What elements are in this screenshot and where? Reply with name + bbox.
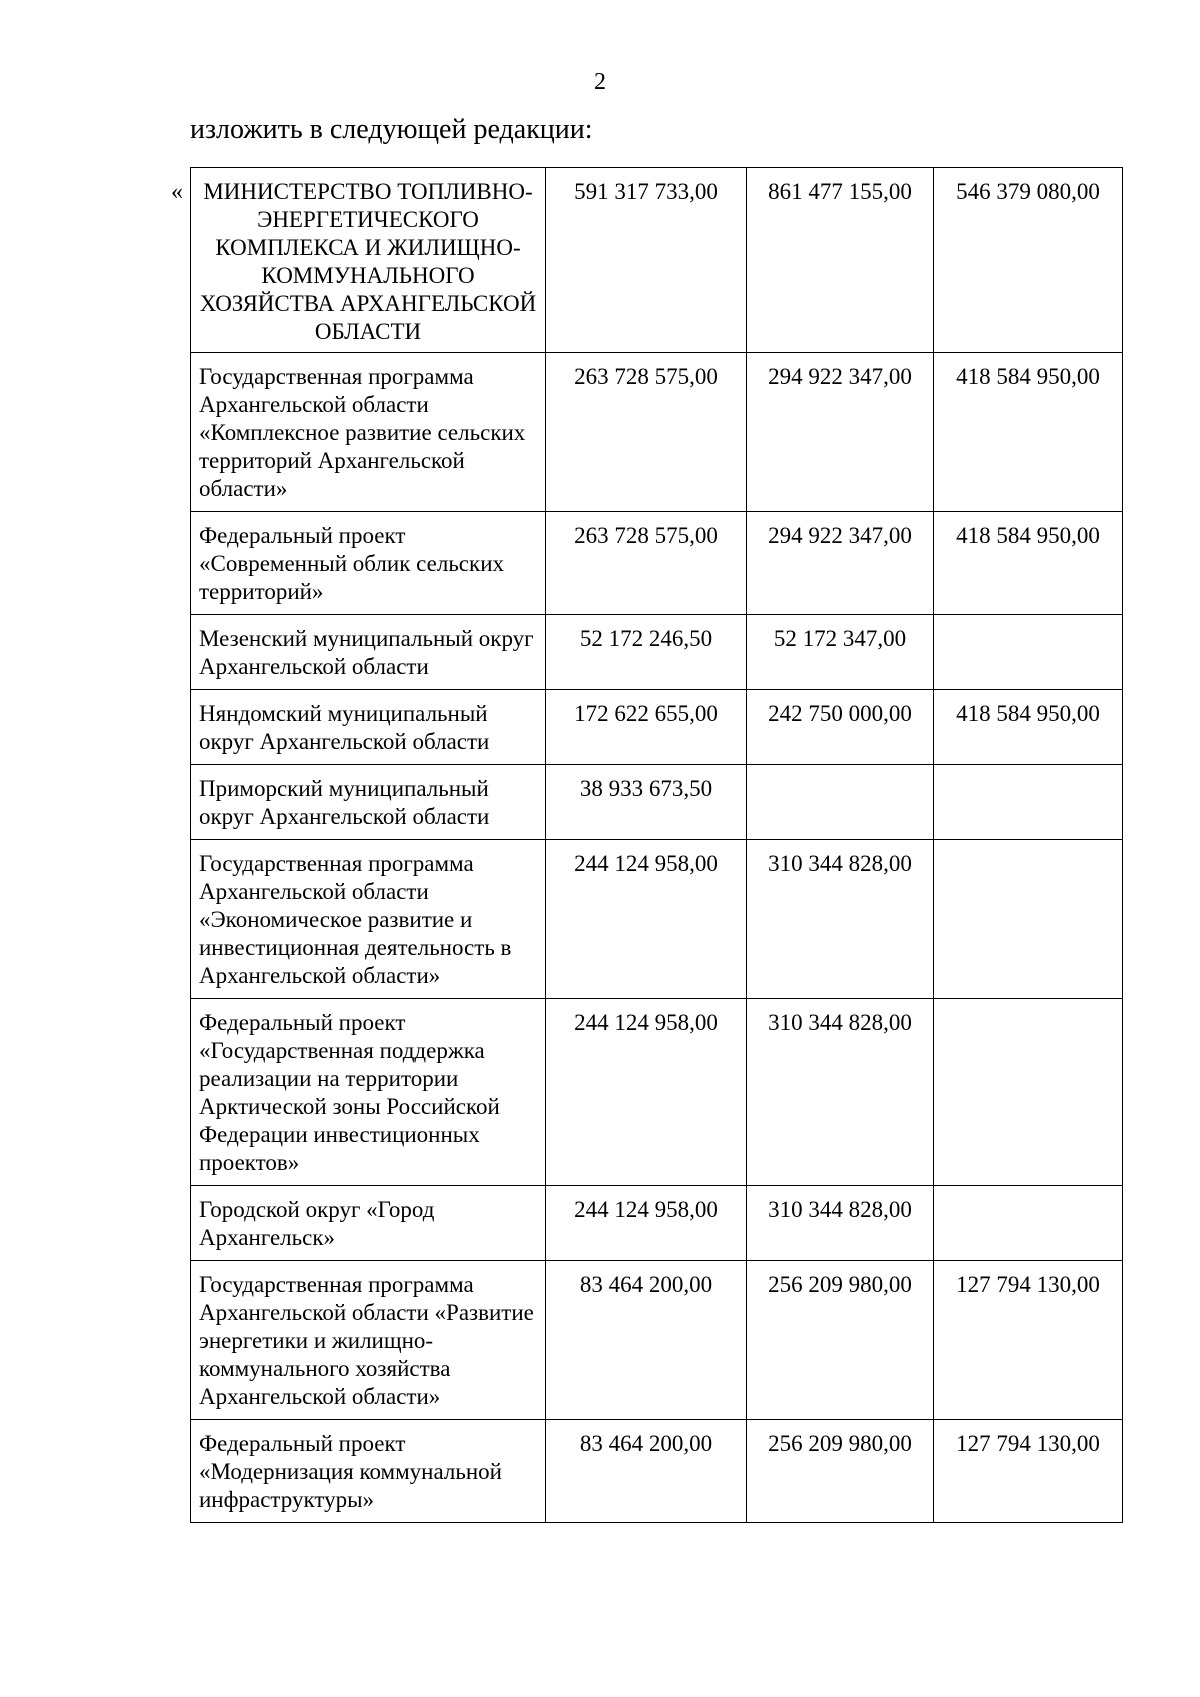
value-cell-2: 52 172 347,00 — [747, 615, 934, 690]
table-row — [191, 1186, 1123, 1261]
value-cell-2: 310 344 828,00 — [747, 999, 934, 1186]
table-row — [191, 999, 1123, 1186]
value-cell-3: 418 584 950,00 — [934, 690, 1123, 765]
opening-quote-mark: « — [171, 179, 183, 205]
value-cell-2: 294 922 347,00 — [747, 512, 934, 615]
value-cell-3: 127 794 130,00 — [934, 1420, 1123, 1523]
row-name-cell: Мезенский муниципальный округ Архангельской области — [191, 615, 546, 690]
value-cell-3 — [934, 1186, 1123, 1261]
value-cell-1: 52 172 246,50 — [546, 615, 747, 690]
budget-table — [190, 167, 1123, 1523]
table-row — [191, 765, 1123, 840]
value-cell-1: 263 728 575,00 — [546, 512, 747, 615]
value-cell-1: 244 124 958,00 — [546, 1186, 747, 1261]
value-cell-2: 861 477 155,00 — [747, 168, 934, 353]
row-name-cell: Федеральный проект «Современный облик сельских территорий» — [191, 512, 546, 615]
value-cell-2: 294 922 347,00 — [747, 353, 934, 512]
value-cell-3: 127 794 130,00 — [934, 1261, 1123, 1420]
value-cell-2: 242 750 000,00 — [747, 690, 934, 765]
row-name-cell: Государственная программа Архангельской области «Развитие энергетики и жилищно-коммунального хозяйства Архангельской области» — [191, 1261, 546, 1420]
value-cell-1: 263 728 575,00 — [546, 353, 747, 512]
value-cell-1: 244 124 958,00 — [546, 840, 747, 999]
value-cell-1: 83 464 200,00 — [546, 1261, 747, 1420]
page-number: 2 — [594, 69, 606, 95]
row-name-cell: Государственная программа Архангельской области «Комплексное развитие сельских территорий Архангельской области» — [191, 353, 546, 512]
value-cell-3 — [934, 615, 1123, 690]
value-cell-2: 310 344 828,00 — [747, 840, 934, 999]
value-cell-1: 591 317 733,00 — [546, 168, 747, 353]
table-row — [191, 168, 1123, 353]
row-name-cell: Государственная программа Архангельской области «Экономическое развитие и инвестиционная деятельность в Архангельской области» — [191, 840, 546, 999]
value-cell-3 — [934, 999, 1123, 1186]
value-cell-2 — [747, 765, 934, 840]
value-cell-3: 546 379 080,00 — [934, 168, 1123, 353]
value-cell-2: 310 344 828,00 — [747, 1186, 934, 1261]
value-cell-1: 244 124 958,00 — [546, 999, 747, 1186]
table-row — [191, 1420, 1123, 1523]
value-cell-2: 256 209 980,00 — [747, 1420, 934, 1523]
row-name-cell: МИНИСТЕРСТВО ТОПЛИВНО-ЭНЕРГЕТИЧЕСКОГО КОМПЛЕКСА И ЖИЛИЩНО-КОММУНАЛЬНОГО ХОЗЯЙСТВА АРХАНГЕЛЬСКОЙ ОБЛАСТИ — [191, 168, 546, 353]
value-cell-3: 418 584 950,00 — [934, 512, 1123, 615]
table-row — [191, 840, 1123, 999]
row-name-cell: Приморский муниципальный округ Архангельской области — [191, 765, 546, 840]
value-cell-3: 418 584 950,00 — [934, 353, 1123, 512]
row-name-cell: Федеральный проект «Модернизация коммунальной инфраструктуры» — [191, 1420, 546, 1523]
table-row — [191, 353, 1123, 512]
value-cell-3 — [934, 840, 1123, 999]
value-cell-2: 256 209 980,00 — [747, 1261, 934, 1420]
table-row — [191, 690, 1123, 765]
value-cell-3 — [934, 765, 1123, 840]
table-row — [191, 1261, 1123, 1420]
row-name-cell: Федеральный проект «Государственная поддержка реализации на территории Арктической зоны Российской Федерации инвестиционных проектов» — [191, 999, 546, 1186]
row-name-cell: Городской округ «Город Архангельск» — [191, 1186, 546, 1261]
value-cell-1: 38 933 673,50 — [546, 765, 747, 840]
value-cell-1: 172 622 655,00 — [546, 690, 747, 765]
intro-text: изложить в следующей редакции: — [190, 114, 593, 145]
row-name-cell: Няндомский муниципальный округ Архангельской области — [191, 690, 546, 765]
value-cell-1: 83 464 200,00 — [546, 1420, 747, 1523]
table-row — [191, 615, 1123, 690]
table-row — [191, 512, 1123, 615]
